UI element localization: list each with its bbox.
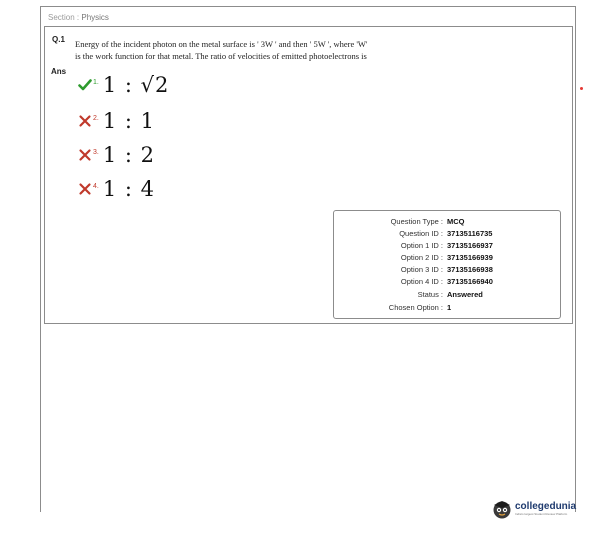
option-4[interactable]	[78, 177, 155, 201]
info-value: MCQ	[447, 217, 465, 226]
option-text: 1 : 2	[102, 143, 155, 167]
section-name: Physics	[81, 13, 109, 22]
option-2[interactable]	[78, 109, 155, 133]
option-number: 4.	[93, 182, 99, 190]
info-value: 37135116735	[447, 229, 493, 238]
question-text-line: Energy of the incident photon on the metal surface is ' 3W ' and then ' 5W ', where 'W'	[75, 39, 368, 49]
info-value: 37135166939	[447, 253, 493, 262]
info-value: 1	[447, 303, 452, 312]
logo-tagline: India's largest Student Review Platform	[515, 512, 568, 516]
info-label: Option 3 ID :	[400, 265, 443, 274]
info-value: 37135166940	[447, 277, 493, 286]
info-value: 37135166938	[447, 265, 493, 274]
info-label: Option 1 ID :	[400, 241, 443, 250]
info-value: 37135166937	[447, 241, 493, 250]
graduate-mascot-icon	[492, 499, 512, 519]
question-text-line: is the work function for that metal. The ratio of velocities of emitted photoelectrons is	[75, 51, 367, 61]
section-prefix: Section :	[48, 13, 82, 22]
info-option2-id	[333, 252, 561, 264]
info-status	[333, 289, 561, 301]
info-chosen-option	[333, 302, 561, 314]
option-number: 1.	[93, 78, 99, 86]
info-label: Question ID :	[399, 229, 443, 238]
option-number: 3.	[93, 148, 99, 156]
info-question-type	[333, 216, 561, 228]
info-label: Option 2 ID :	[400, 253, 443, 262]
option-text: 1 : 4	[102, 177, 155, 201]
info-value: Answered	[447, 290, 483, 299]
logo-name: collegedunia	[515, 501, 577, 512]
red-dot-marker	[580, 87, 583, 90]
cross-icon	[78, 114, 92, 128]
option-1[interactable]	[78, 73, 169, 97]
option-text: 1 : 1	[102, 109, 155, 133]
section-label	[48, 13, 109, 22]
info-question-id	[333, 228, 561, 240]
question-number: Q.1	[52, 35, 65, 44]
cross-icon	[78, 148, 92, 162]
info-option3-id	[333, 264, 561, 276]
option-number: 2.	[93, 114, 99, 122]
info-option1-id	[333, 240, 561, 252]
question-text	[75, 38, 435, 62]
answer-label: Ans	[51, 67, 67, 76]
info-label: Question Type :	[390, 217, 443, 226]
info-label: Status :	[417, 290, 443, 299]
check-icon	[78, 78, 92, 92]
info-label: Option 4 ID :	[400, 277, 443, 286]
collegedunia-logo[interactable]	[492, 499, 576, 519]
info-label: Chosen Option :	[388, 303, 443, 312]
option-3[interactable]	[78, 143, 155, 167]
cross-icon	[78, 182, 92, 196]
option-text: 1 : √2	[102, 73, 170, 97]
info-option4-id	[333, 276, 561, 288]
